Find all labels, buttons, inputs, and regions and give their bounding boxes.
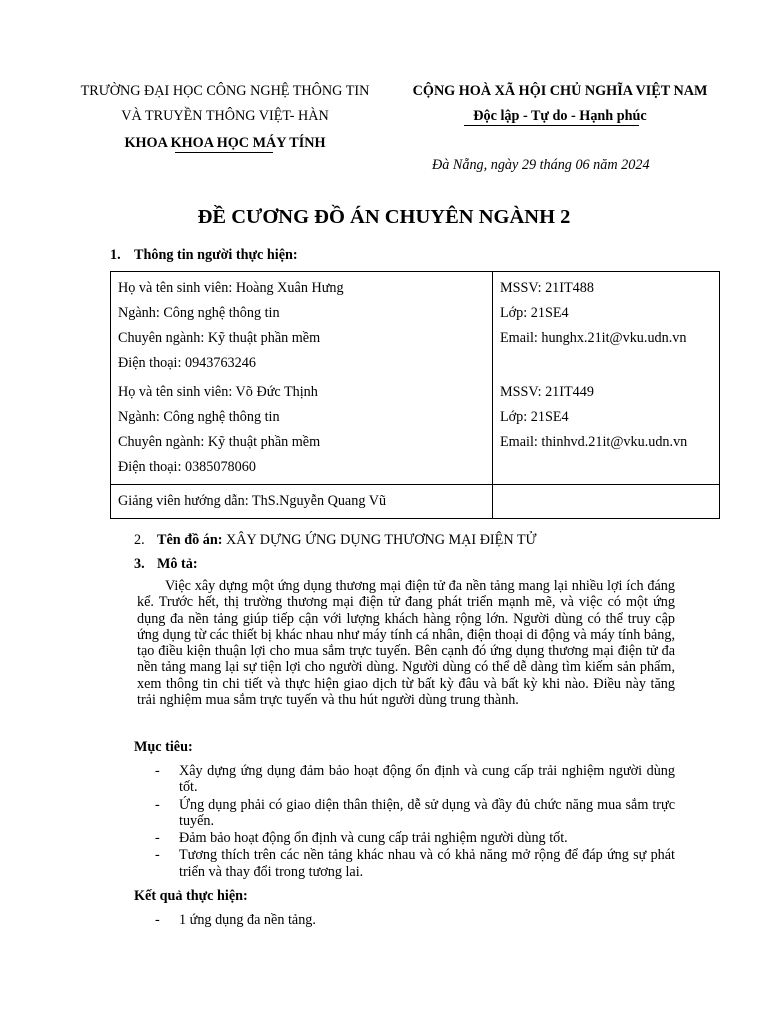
student-1-name: Họ và tên sinh viên: Hoàng Xuân Hưng xyxy=(118,280,344,296)
document-date: Đà Nẵng, ngày 29 tháng 06 năm 2024 xyxy=(432,157,650,173)
advisor-cell xyxy=(111,485,493,519)
student-id-cell xyxy=(493,272,720,485)
university-name-line-2: VÀ TRUYỀN THÔNG VIỆT- HÀN xyxy=(121,108,329,124)
document-title: ĐỀ CƯƠNG ĐỒ ÁN CHUYÊN NGÀNH 2 xyxy=(197,206,571,228)
empty-cell xyxy=(493,485,720,519)
university-name-line-1: TRƯỜNG ĐẠI HỌC CÔNG NGHỆ THÔNG TIN xyxy=(80,83,370,99)
faculty-underline xyxy=(175,152,273,153)
objective-item: - Ứng dụng phải có giao diện thân thiện, dễ sử dụng và đầy đủ chức năng mua sắm trực tuyến. xyxy=(155,796,675,829)
university-header xyxy=(60,79,390,156)
student-2-name: Họ và tên sinh viên: Võ Đức Thịnh xyxy=(118,384,318,400)
national-motto: Độc lập - Tự do - Hạnh phúc xyxy=(473,108,647,124)
student-1-phone: Điện thoại: 0943763246 xyxy=(118,355,256,371)
objective-item: - Tương thích trên các nền tảng khác nhau và có khả năng mở rộng để đáp ứng sự phát triển và thay đổi trong tương lai. xyxy=(155,847,675,880)
student-2-email: Email: thinhvd.21it@vku.udn.vn xyxy=(500,434,688,450)
student-1-mssv: MSSV: 21IT488 xyxy=(500,280,594,296)
motto-underline xyxy=(464,125,639,126)
student-2-class: Lớp: 21SE4 xyxy=(500,409,569,425)
student-info-table xyxy=(110,271,720,519)
result-item: - 1 ứng dụng đa nền tảng. xyxy=(155,912,316,928)
objectives-heading: Mục tiêu: xyxy=(134,739,193,755)
objective-item: - Đảm bảo hoạt động ổn định và cung cấp trải nghiệm người dùng tốt. xyxy=(155,830,568,847)
student-details-cell xyxy=(111,272,493,485)
section-1-heading: Thông tin người thực hiện: xyxy=(134,247,298,263)
project-name xyxy=(157,532,537,549)
student-2-mssv: MSSV: 21IT449 xyxy=(500,384,594,400)
student-2-phone: Điện thoại: 0385078060 xyxy=(118,459,256,475)
project-name-value: XÂY DỰNG ỨNG DỤNG THƯƠNG MẠI ĐIỆN TỬ xyxy=(222,532,537,548)
advisor-name: Giảng viên hướng dẫn: ThS.Nguyễn Quang Vũ xyxy=(118,493,387,509)
student-1-major: Ngành: Công nghệ thông tin xyxy=(118,305,280,321)
student-2-specialty: Chuyên ngành: Kỹ thuật phần mềm xyxy=(118,434,321,450)
project-name-label: Tên đồ án: xyxy=(157,532,223,548)
national-title: CỘNG HOÀ XÃ HỘI CHỦ NGHĨA VIỆT NAM xyxy=(412,83,708,99)
student-1-class: Lớp: 21SE4 xyxy=(500,305,569,321)
national-header xyxy=(395,79,725,129)
objective-item: - Xây dựng ứng dụng đảm bảo hoạt động ổn định và cung cấp trải nghiệm người dùng tốt. xyxy=(155,763,675,796)
objectives-list xyxy=(137,763,675,881)
faculty-name: KHOA KHOA HỌC MÁY TÍNH xyxy=(124,135,326,151)
section-1-number: 1. xyxy=(110,247,121,263)
student-2-major: Ngành: Công nghệ thông tin xyxy=(118,409,280,425)
section-3-number: 3. xyxy=(134,556,145,572)
section-2-number: 2. xyxy=(134,532,145,548)
description-paragraph: Việc xây dựng một ứng dụng thương mại điện tử đa nền tảng mang lại nhiều lợi ích đáng kể. Trước hết, thị trường thương mại điện tử đang phát triển mạnh mẽ, và việc có một ứng dụng đa nền tảng giúp tiếp cận với lượng khách hàng rộng lớn. Người dùng có thể truy cập ứng dụng từ các thiết bị khác nhau như máy tính cá nhân, điện thoại di động và máy tính bảng, tạo điều kiện thuận lợi cho mua sắm trực tuyến. Bên cạnh đó ứng dụng thương mại điện tử đa nền tảng mang lại sự tiện lợi cho người dùng. Người dùng có thể dễ dàng tìm kiếm sản phẩm, xem thông tin chi tiết và thực hiện giao dịch từ bất kỳ đâu và bất kỳ khi nào. Điều này tăng trải nghiệm mua sắm trực tuyến và thu hút người dùng trung thành. xyxy=(137,578,675,709)
results-heading: Kết quả thực hiện: xyxy=(134,888,248,904)
section-3-heading: Mô tả: xyxy=(157,556,198,572)
student-1-email: Email: hunghx.21it@vku.udn.vn xyxy=(500,330,687,346)
student-1-specialty: Chuyên ngành: Kỹ thuật phần mềm xyxy=(118,330,321,346)
results-list xyxy=(137,912,675,929)
